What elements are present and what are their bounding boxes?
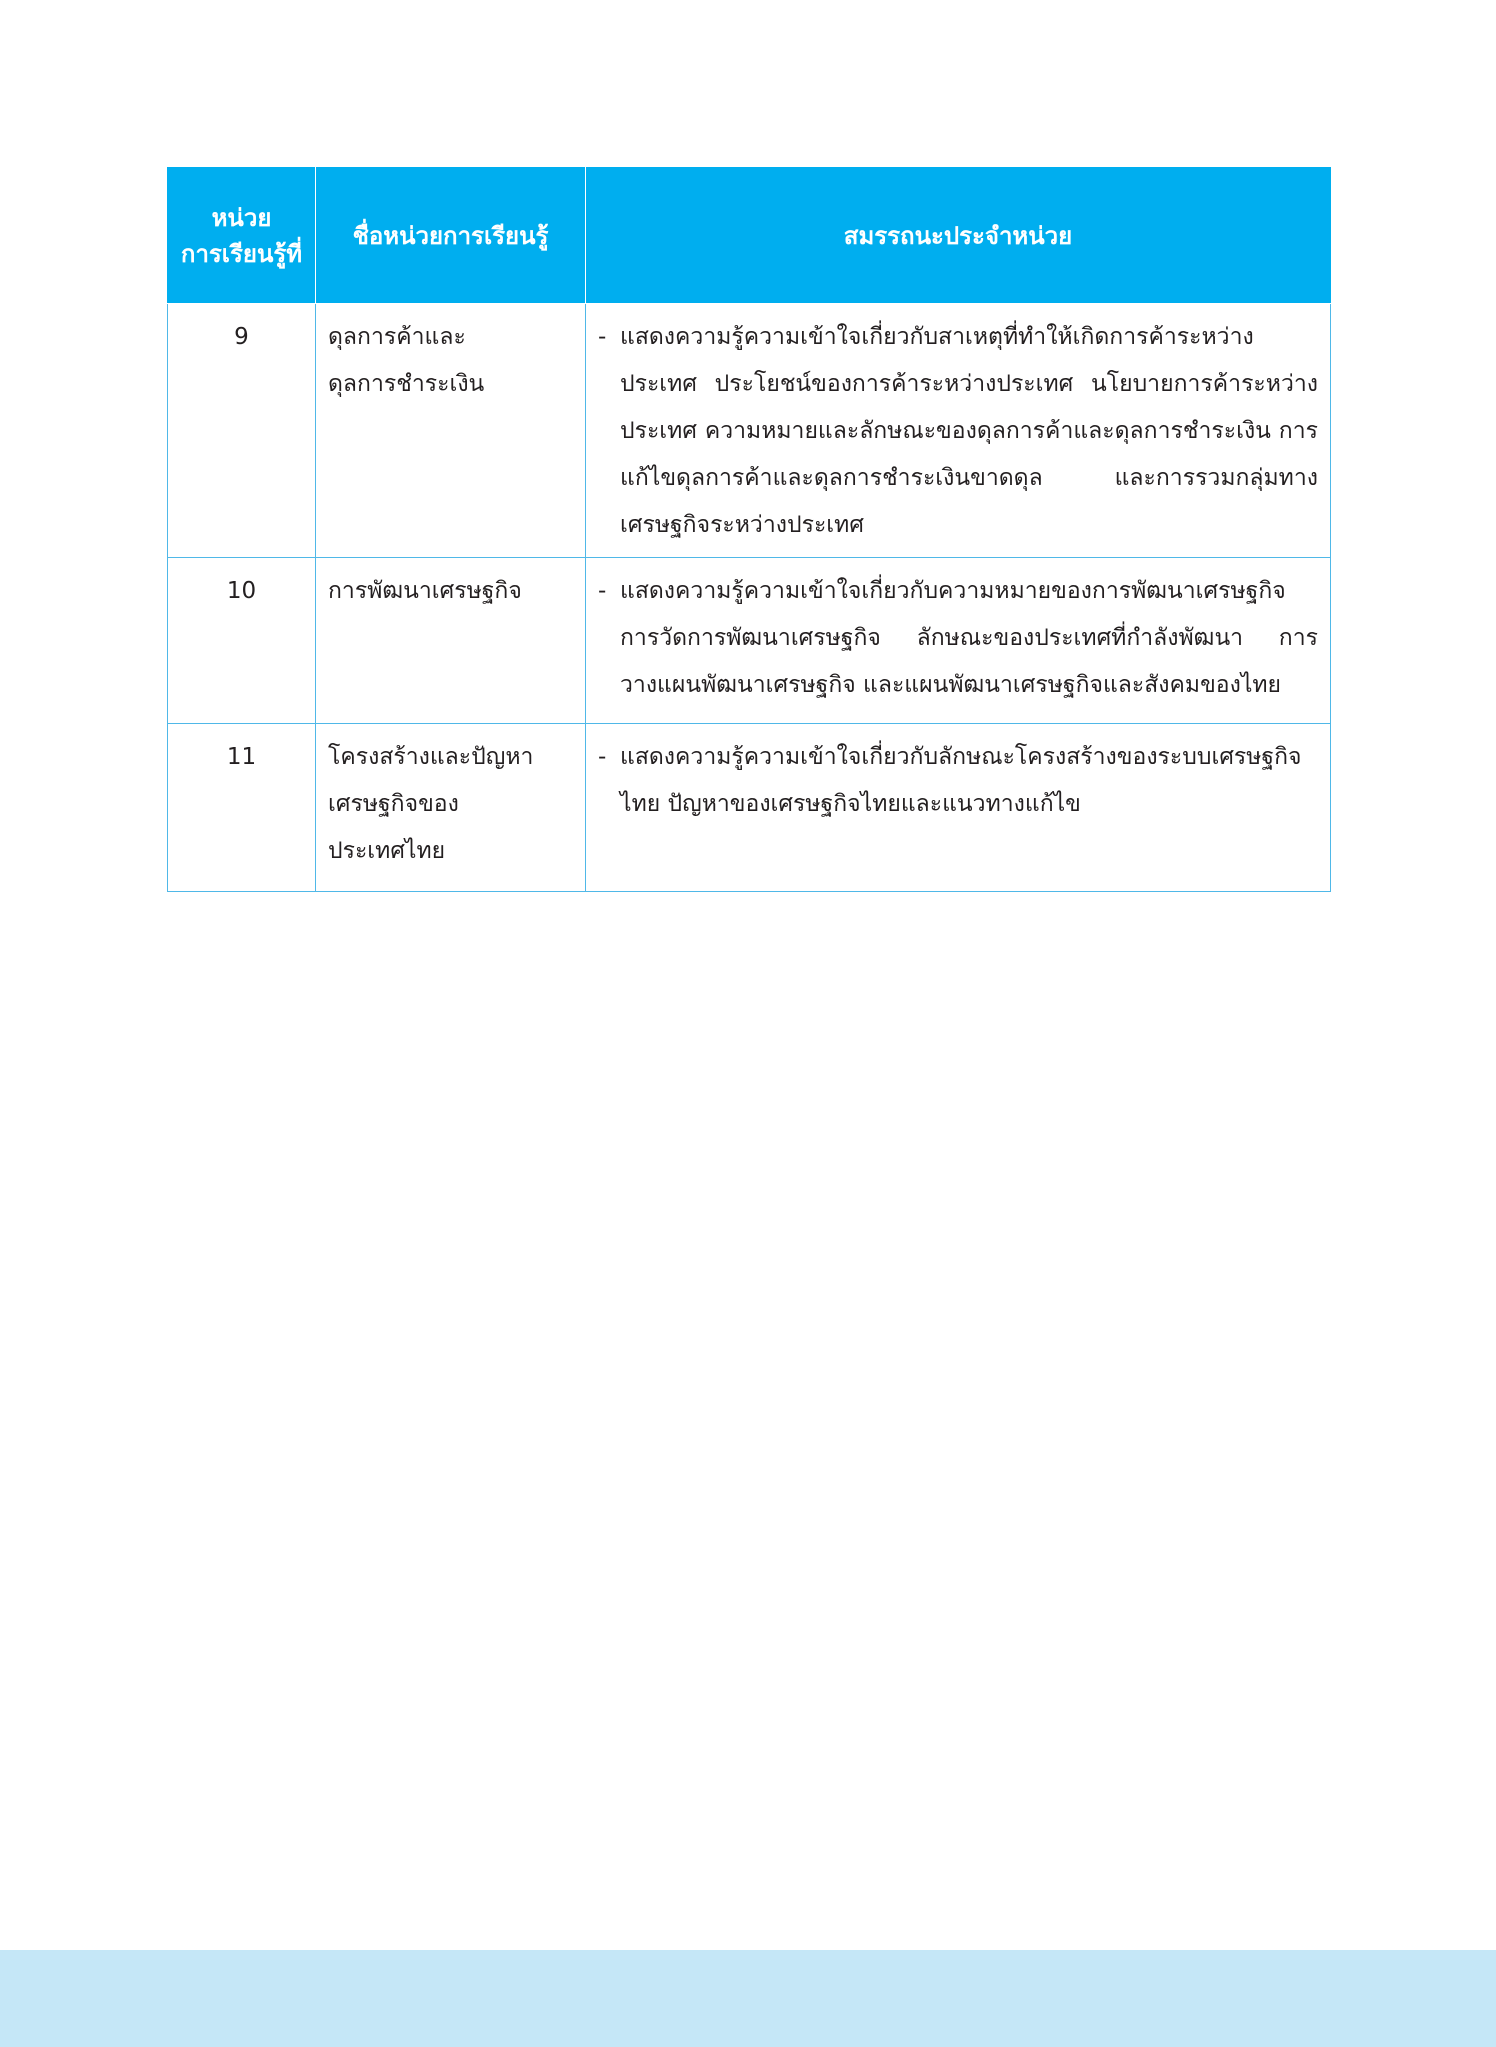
unit-name-cell — [316, 724, 586, 892]
unit-number-cell: 10 — [168, 558, 316, 724]
header-row — [168, 168, 1331, 304]
unit-name-cell — [316, 558, 586, 724]
table-header — [168, 168, 1331, 304]
competency-text: แสดงความรู้ความเข้าใจเกี่ยวกับความหมายของการพัฒนาเศรษฐกิจ การวัดการพัฒนาเศรษฐกิจ ลักษณะของประเทศที่กำลังพัฒนา การวางแผนพัฒนาเศรษฐกิจ และแผนพัฒนาเศรษฐกิจและสังคมของไทย — [620, 578, 1318, 698]
unit-name-line: การพัฒนาเศรษฐกิจ — [328, 578, 522, 604]
unit-name-line: ดุลการชำระเงิน — [328, 371, 485, 397]
competency-text: แสดงความรู้ความเข้าใจเกี่ยวกับลักษณะโครงสร้างของระบบเศรษฐกิจไทย ปัญหาของเศรษฐกิจไทยและแนวทางแก้ไข — [620, 744, 1302, 817]
unit-name-line: ประเทศไทย — [328, 838, 446, 864]
unit-name-line: โครงสร้างและปัญหา — [328, 744, 534, 770]
header-unit-line2: การเรียนรู้ที่ — [180, 239, 303, 268]
competency-text: แสดงความรู้ความเข้าใจเกี่ยวกับสาเหตุที่ทำให้เกิดการค้าระหว่างประเทศ ประโยชน์ของการค้าระหว่างประเทศ นโยบายการค้าระหว่างประเทศ ความหมายและลักษณะของดุลการค้าและดุลการชำระเงิน การแก้ไขดุลการค้าและดุลการชำระเงินขาดดุล และการรวมกลุ่มทางเศรษฐกิจระหว่างประเทศ — [620, 324, 1318, 538]
competency-table — [167, 167, 1331, 892]
bullet-dash: - — [598, 578, 607, 604]
competency-cell — [586, 304, 1331, 558]
unit-number-cell: 11 — [168, 724, 316, 892]
header-competency: สมรรถนะประจำหน่วย — [586, 168, 1331, 304]
footer-band — [0, 1950, 1496, 2047]
table-row — [168, 304, 1331, 558]
header-unit-number — [168, 168, 316, 304]
unit-number-cell: 9 — [168, 304, 316, 558]
table-body — [168, 304, 1331, 892]
bullet-dash: - — [598, 324, 607, 350]
unit-name-line: เศรษฐกิจของ — [328, 791, 459, 817]
header-unit-line1: หน่วย — [211, 203, 272, 232]
unit-name-cell — [316, 304, 586, 558]
header-unit-name: ชื่อหน่วยการเรียนรู้ — [316, 168, 586, 304]
competency-cell — [586, 724, 1331, 892]
bullet-dash: - — [598, 744, 607, 770]
unit-name-line: ดุลการค้าและ — [328, 324, 466, 350]
table-row — [168, 558, 1331, 724]
table-row — [168, 724, 1331, 892]
competency-cell — [586, 558, 1331, 724]
